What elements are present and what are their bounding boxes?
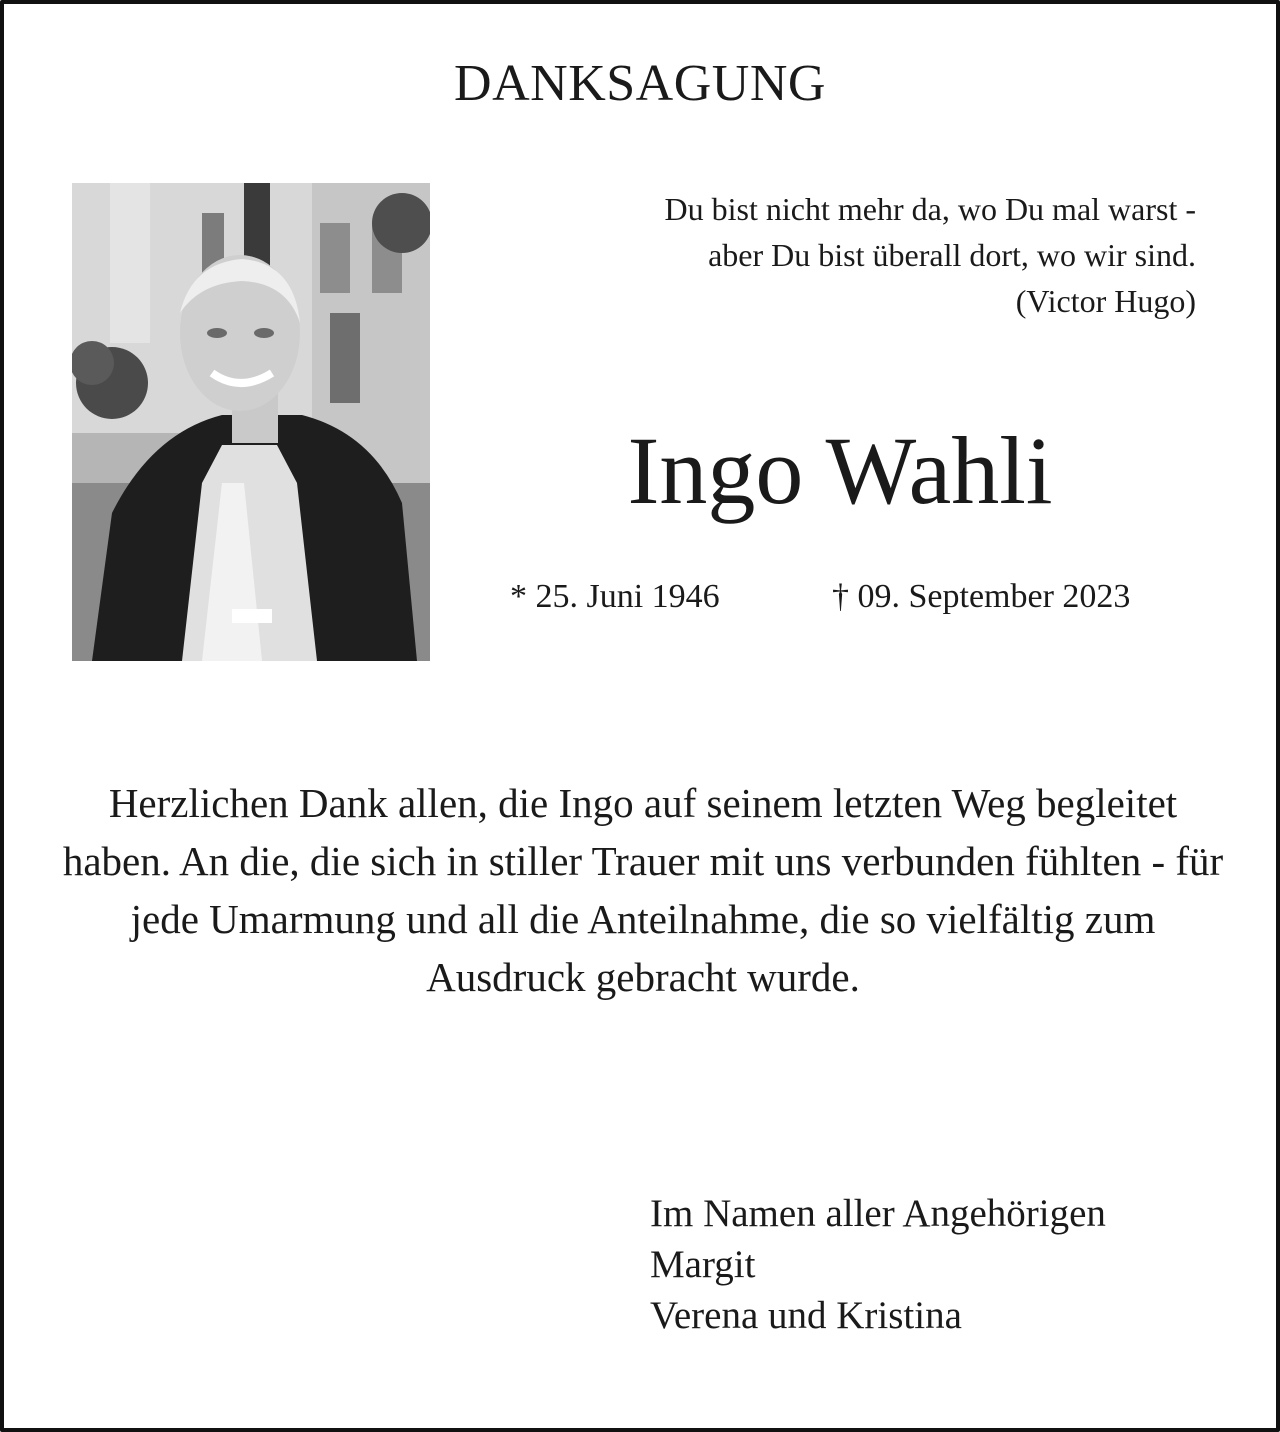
quote-line-1: Du bist nicht mehr da, wo Du mal warst -	[664, 191, 1196, 227]
death-date: † 09. September 2023	[832, 578, 1131, 615]
quote-block	[496, 186, 1196, 324]
signature-line-2: Margit	[650, 1243, 756, 1286]
thank-you-message: Herzlichen Dank allen, die Ingo auf seinem letzten Weg begleitet haben. An die, die sich in stiller Trauer mit uns verbunden fühlten - für jede Umarmung und all die Anteilnahme, die so vielfältig zum Ausdruck gebracht wurde.	[62, 780, 1224, 1000]
quote-author: (Victor Hugo)	[1015, 283, 1196, 319]
signature-line-1: Im Namen aller Angehörigen	[650, 1192, 1106, 1235]
notice-heading: DANKSAGUNG	[454, 55, 826, 112]
portrait-photo	[72, 183, 430, 661]
birth-date: * 25. Juni 1946	[510, 578, 720, 615]
signature-line-3: Verena und Kristina	[650, 1294, 962, 1337]
quote-line-2: aber Du bist überall dort, wo wir sind.	[708, 237, 1196, 273]
signature-block	[650, 1188, 1106, 1341]
deceased-name: Ingo Wahli	[627, 417, 1053, 524]
